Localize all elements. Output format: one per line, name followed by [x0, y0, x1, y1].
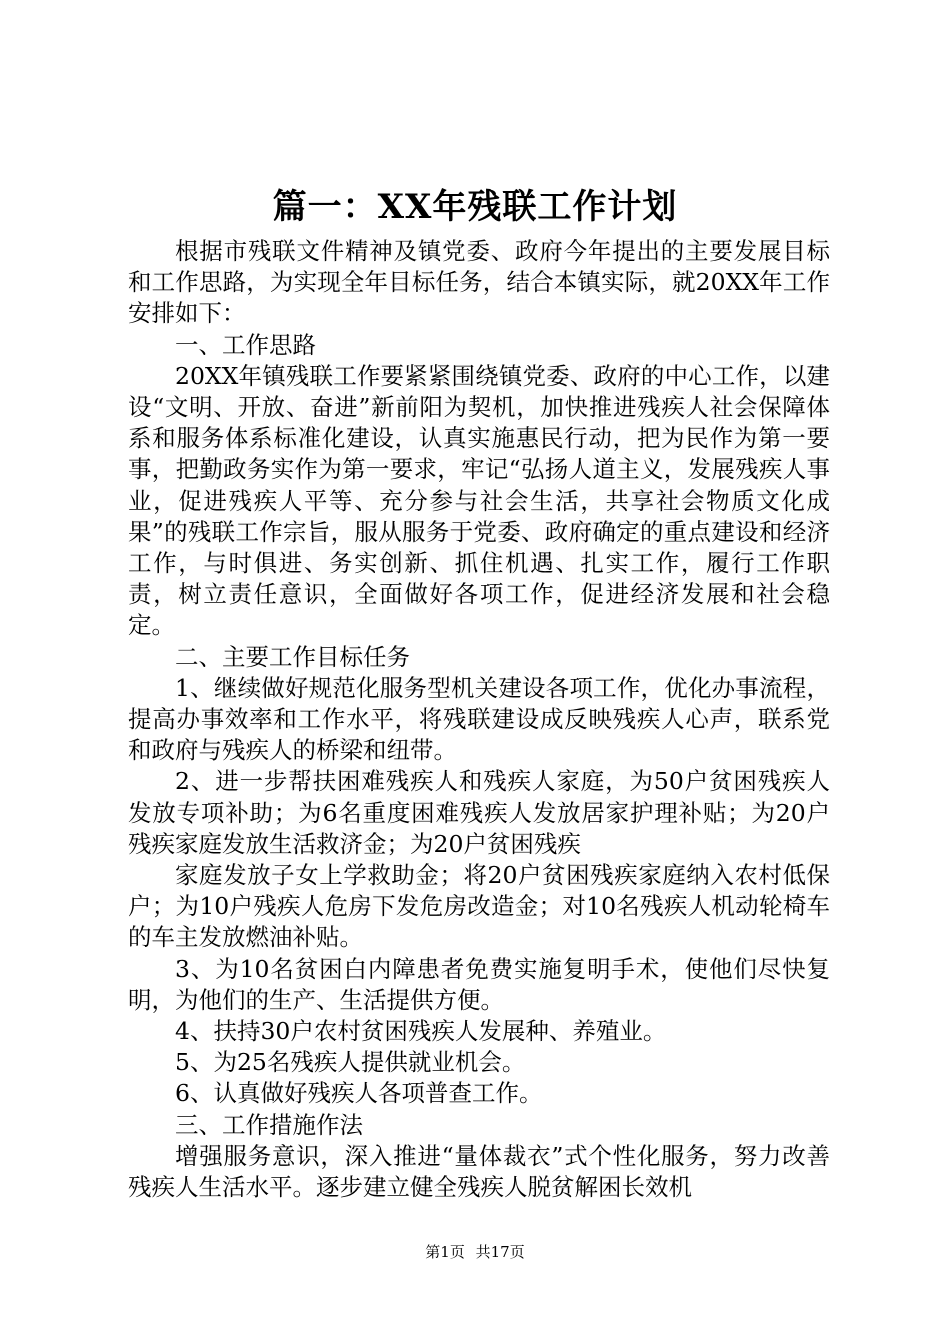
paragraph: 家庭发放子女上学救助金；将20户贫困残疾家庭纳入农村低保户；为10户残疾人危房下发危房改造金；对10名残疾人机动轮椅车的车主发放燃油补贴。: [128, 861, 830, 952]
list-item: 1、继续做好规范化服务型机关建设各项工作，优化办事流程，提高办事效率和工作水平，将残联建设成反映残疾人心声，联系党和政府与残疾人的桥梁和纽带。: [128, 673, 830, 765]
document-title: 篇一：XX年残联工作计划: [272, 187, 678, 227]
section-heading: 二、主要工作目标任务: [175, 642, 410, 671]
section-heading: 三、工作措施作法: [175, 1110, 363, 1139]
list-item: 3、为10名贫困白内障患者免费实施复明手术，使他们尽快复明，为他们的生产、生活提供方便。: [128, 954, 830, 1014]
paragraph: 增强服务意识，深入推进“量体裁衣”式个性化服务，努力改善残疾人生活水平。逐步建立健全残疾人脱贫解困长效机: [128, 1141, 830, 1202]
page-total: 共17页: [475, 1243, 525, 1261]
section-heading: 一、工作思路: [175, 330, 316, 359]
page-footer: [0, 1240, 950, 1264]
paragraph: 20XX年镇残联工作要紧紧围绕镇党委、政府的中心工作，以建设“文明、开放、奋进”新前阳为契机，加快推进残疾人社会保障体系和服务体系标准化建设，认真实施惠民行动，把为民作为第一要事，把勤政务实作为第一要求，牢记“弘扬人道主义，发展残疾人事业，促进残疾人平等、充分参与社会生活，共享社会物质文化成果”的残联工作宗旨，服从服务于党委、政府确定的重点建设和经济工作，与时俱进、务实创新、抓住机遇、扎实工作，履行工作职责，树立责任意识，全面做好各项工作，促进经济发展和社会稳定。: [128, 361, 830, 640]
page-number: 第1页: [425, 1243, 465, 1261]
document-body: [128, 236, 830, 1203]
paragraph: 根据市残联文件精神及镇党委、政府今年提出的主要发展目标和工作思路，为实现全年目标任务，结合本镇实际，就20XX年工作安排如下：: [128, 237, 830, 328]
list-item: 5、为25名残疾人提供就业机会。: [175, 1048, 526, 1077]
list-item: 4、扶持30户农村贫困残疾人发展种、养殖业。: [175, 1017, 667, 1046]
list-item: 2、进一步帮扶困难残疾人和残疾人家庭，为50户贫困残疾人发放专项补助；为6名重度困难残疾人发放居家护理补贴；为20户残疾家庭发放生活救济金；为20户贫困残疾: [128, 767, 830, 858]
list-item: 6、认真做好残疾人各项普查工作。: [175, 1079, 543, 1108]
